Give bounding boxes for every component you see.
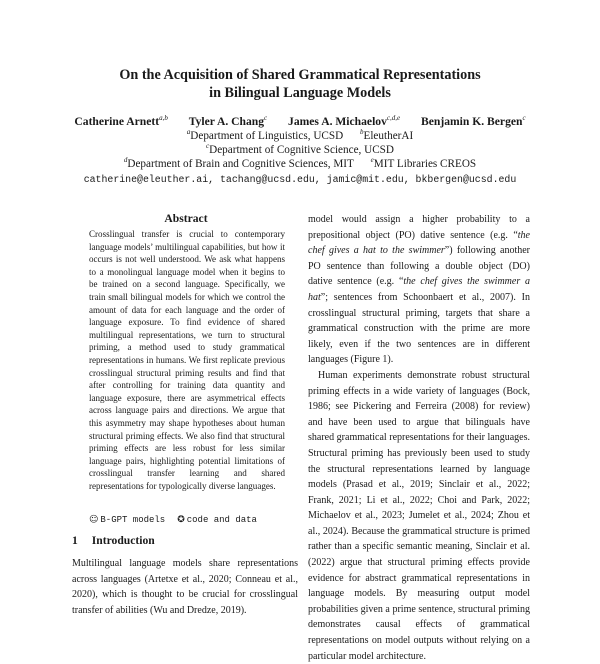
text-run: model would assign a higher probability to a prepositional object (PO) dative sentence (e.g. “: [308, 214, 530, 241]
example-sentence: the chef gives a hat to the swimmer: [308, 229, 530, 257]
author-affiliation-marks: c: [522, 114, 526, 122]
title-line-1: On the Acquisition of Shared Grammatical Representations: [119, 67, 481, 83]
affiliation: [124, 158, 354, 170]
text-run: ”; sentences from Schoonbaert et al., 2007). In crosslingual structural priming, targets that share a grammatical construction with the prime are more likely, even if the two sentences are in different languages (Figure 1).: [308, 291, 530, 366]
resource-links: [89, 515, 285, 525]
affiliation: [187, 130, 343, 142]
hugging-face-icon: ☺: [89, 515, 99, 525]
paragraph: [308, 212, 530, 368]
affiliation-text: Department of Linguistics, UCSD: [190, 130, 344, 142]
example-sentence: the chef gives the swimmer a hat: [308, 276, 530, 303]
affiliation-mark: d: [123, 156, 128, 164]
affiliation-text: EleutherAI: [363, 130, 414, 142]
abstract-text: Crosslingual transfer is crucial to contemporary language models’ multilingual capabilities, but how it occurs is not well understood. We ask what happens to a monolingual language model when it begins to be trained on a second language. Specifically, we train small bilingual models for which we control the amount of data for each language and the order of language exposure. To find evidence of shared multilingual representations, we turn to structural priming, a method used to study grammatical representations in humans. We first replicate previous crosslingual structural priming results and find that after controlling for training data quantity and language exposure, there are asymmetrical effects across language pairs and directions. We argue that this asymmetry may shape hypotheses about human structural priming effects. We also find that structural priming effects are less robust for less similar language pairs, highlighting potential limitations of crosslingual transfer learning and shared representations for typologically diverse languages.: [89, 229, 285, 491]
section-number: 1: [72, 534, 78, 547]
code-link[interactable]: code and data: [186, 515, 257, 525]
author-name: Catherine Arnett: [74, 115, 160, 128]
section-title: Introduction: [91, 534, 155, 547]
title-line-2: in Bilingual Language Models: [209, 85, 391, 101]
author-affiliation-marks: c: [264, 114, 268, 122]
author-affiliation-marks: c,d,e: [386, 114, 401, 122]
section-heading-introduction: [72, 534, 155, 547]
author-list: [0, 115, 600, 129]
affiliation: [371, 158, 476, 170]
abstract-heading: Abstract: [164, 212, 208, 225]
author-affiliation-marks: a,b: [159, 114, 168, 122]
affiliation-line-2: [0, 143, 600, 157]
affiliation-mark: a: [186, 128, 191, 136]
author-name: Benjamin K. Bergen: [421, 115, 523, 128]
author-name: James A. Michaelov: [288, 115, 387, 128]
text-run: ”) following another PO sentence than following a double object (DO) dative sentence (e.g. “: [308, 245, 531, 288]
affiliation-text: MIT Libraries CREOS: [373, 158, 477, 170]
paragraph: Human experiments demonstrate robust structural priming effects in a wide variety of languages (Bock, 1986; see Pickering and Ferreira (2008) for review) and have been used to argue that bilinguals have shared grammatical representations for their languages. Structural priming has previously been used to study the structural representations learned by language models (Prasad et al., 2019; Sinclair et al., 2022; Frank, 2021; Li et al., 2022; Choi and Park, 2022; Michaelov et al., 2023; Jumelet et al., 2024; Zhou et al., 2024). Because the grammatical structure is primed rather than a specific semantic meaning, Sinclair et al. (2022) argue that structural priming effects provide evidence for abstract grammatical representations in language models. By measuring output model probabilities given a prime sentence, structural priming demonstrates causal effects of grammatical representations on model outputs without relying on a particular model architecture.: [308, 369, 530, 662]
affiliation-text: Department of Cognitive Science, UCSD: [209, 144, 394, 156]
affiliation-mark: c: [206, 142, 210, 150]
affiliation-mark: b: [359, 128, 364, 136]
affiliation-text: Department of Brain and Cognitive Sciences, MIT: [127, 158, 354, 170]
author: [421, 115, 526, 128]
author: [189, 115, 267, 128]
paper-title: [0, 66, 600, 102]
right-column: [308, 212, 530, 664]
models-link[interactable]: B-GPT models: [100, 515, 166, 525]
author-emails: catherine@eleuther.ai, tachang@ucsd.edu, jamic@mit.edu, bkbergen@ucsd.edu: [83, 174, 517, 185]
author-name: Tyler A. Chang: [188, 115, 265, 128]
affiliation: [206, 144, 394, 156]
author: [288, 115, 400, 128]
introduction-text: Multilingual language models share representations across languages (Artetxe et al., 2020; Conneau et al., 2020), which is thought to be crucial for crosslingual transfer of abilities (Wu and Dredze, 2019).: [72, 558, 298, 616]
author: [74, 115, 167, 128]
affiliation: [360, 130, 413, 142]
github-icon: ✪: [177, 515, 185, 525]
affiliation-mark: e: [370, 156, 374, 164]
affiliation-line-1: [0, 129, 600, 143]
affiliation-line-3: [0, 157, 600, 171]
